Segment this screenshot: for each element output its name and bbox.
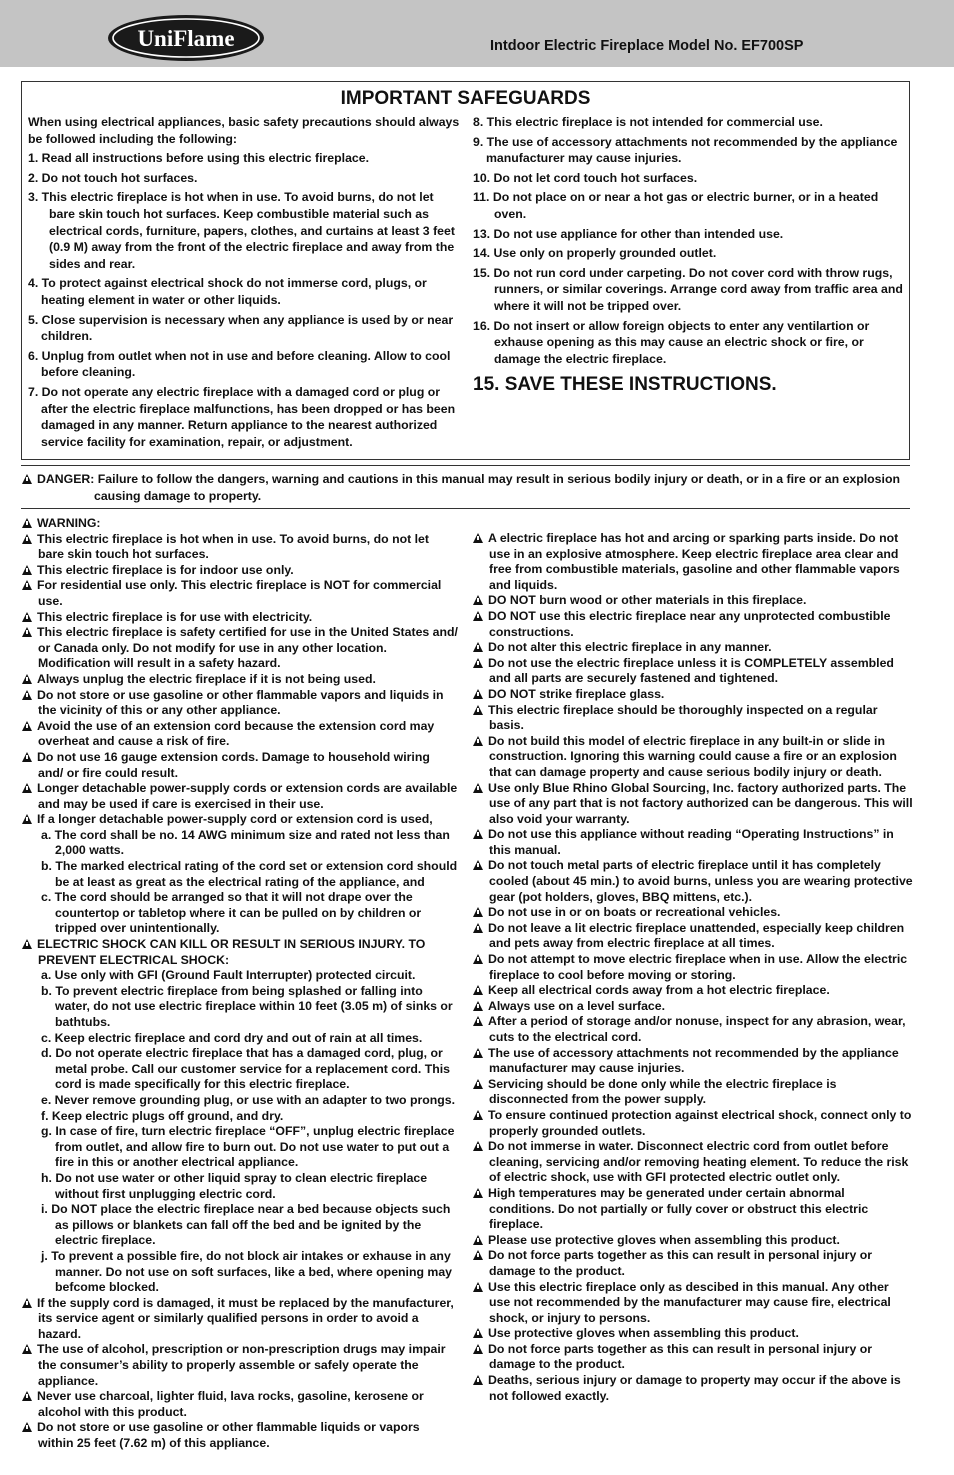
warning-triangle-icon	[473, 985, 483, 995]
safeguard-item: 1. Read all instructions before using this electric fireplace.	[28, 151, 369, 166]
warning-item	[22, 563, 458, 579]
warning-item	[473, 983, 913, 999]
warning-triangle-icon	[22, 939, 32, 949]
warning-triangle-icon	[22, 674, 32, 684]
header-bar	[0, 0, 954, 67]
warning-text: Never use charcoal, lighter fluid, lava rocks, gasoline, kerosene or alcohol with this product.	[37, 1389, 424, 1419]
warning-item	[473, 531, 913, 593]
warning-triangle-icon	[473, 954, 483, 964]
warning-item	[22, 516, 458, 532]
warning-item	[22, 688, 458, 719]
safeguard-item: 11. Do not place on or near a hot gas or electric burner, or in a heated oven.	[473, 190, 879, 221]
warning-text: e. Never remove grounding plug, or use with an adapter to two prongs.	[41, 1092, 456, 1107]
warning-subitem	[22, 890, 458, 937]
warning-subitem	[22, 1046, 458, 1093]
model-title: Intdoor Electric Fireplace Model No. EF700SP	[490, 38, 804, 54]
warning-subitem	[22, 1093, 458, 1109]
warning-triangle-icon	[473, 1016, 483, 1026]
warning-item	[473, 734, 913, 781]
safeguard-item: 9. The use of accessory attachments not recommended by the appliance manufacturer may cause injuries.	[473, 134, 898, 166]
warning-item	[473, 1186, 913, 1233]
warning-item	[22, 1342, 458, 1389]
safeguard-item: 14. Use only on properly grounded outlet.	[473, 246, 717, 261]
warning-triangle-icon	[22, 814, 32, 824]
warning-text: Do not leave a lit electric fireplace unattended, especially keep children and pets away from electric fireplace at all times.	[488, 920, 905, 951]
warning-triangle-icon	[473, 689, 483, 699]
warning-text: Use this electric fireplace only as descibed in this manual. Any other use not recommended by the manufacturer may cause fire, electrical shock, or injury to persons.	[488, 1279, 891, 1325]
warning-text: A electric fireplace has hot and arcing or sparking parts inside. Do not use in an explosive atmosphere. Keep electric fireplace area clear and free from combustible materials, gasoline and other flammable vapors and liquids.	[488, 531, 900, 592]
important-safeguards-box	[21, 81, 910, 460]
warning-item	[473, 999, 913, 1015]
warning-item	[473, 1342, 913, 1373]
warning-triangle-icon	[473, 1344, 483, 1354]
warning-text: The use of alcohol, prescription or non-prescription drugs may impair the consumer’s ability to properly assemble or safely operate the appliance.	[37, 1342, 446, 1388]
warning-triangle-icon	[22, 518, 32, 528]
warning-item	[473, 1373, 913, 1404]
warning-triangle-icon	[22, 1391, 32, 1401]
warning-text: Do not force parts together as this can result in personal injury or damage to the product.	[488, 1248, 873, 1278]
safeguard-item: 3. This electric fireplace is hot when in use. To avoid burns, do not let bare skin touch hot surfaces. Keep combustible material such as electrical cords, furniture, papers, clothes, and curtains at least 3 feet (0.9 M) away from the front of the electric fireplace and away from the sides and rear.	[28, 190, 455, 271]
safeguard-item: 5. Close supervision is necessary when any appliance is used by or near children.	[28, 312, 454, 344]
warnings-left-column	[22, 516, 458, 1452]
warning-item	[473, 1014, 913, 1045]
warning-text: This electric fireplace is safety certified for use in the United States and/ or Canada only. Do not modify for use in any other location. Modification will result in a safety hazard.	[37, 625, 458, 671]
warning-text: Use protective gloves when assembling this product.	[488, 1326, 799, 1341]
warning-text: This electric fireplace is hot when in use. To avoid burns, do not let bare skin touch hot surfaces.	[37, 531, 429, 562]
warning-triangle-icon	[22, 1422, 32, 1432]
warning-text: c. The cord should be arranged so that it will not drape over the countertop or tabletop where it can be pulled on by children or tripped over unintentionally.	[41, 890, 422, 936]
warning-text: WARNING:	[37, 516, 101, 530]
warning-text: To ensure continued protection against electrical shock, connect only to properly grounded outlets.	[488, 1107, 912, 1138]
warning-triangle-icon	[22, 752, 32, 762]
warning-item	[473, 1046, 913, 1077]
warning-triangle-icon	[473, 1282, 483, 1292]
warning-text: Always unplug the electric fireplace if it is not being used.	[37, 671, 376, 686]
warning-item	[473, 1326, 913, 1342]
warning-text: DO NOT strike fireplace glass.	[488, 686, 665, 701]
warning-item	[22, 719, 458, 750]
warning-item	[473, 921, 913, 952]
warning-text: d. Do not operate electric fireplace that has a damaged cord, plug, or metal probe. Call our customer service for a replacement cord. This cord is made specifically for this electric fireplace.	[41, 1046, 450, 1092]
safeguard-item: 10. Do not let cord touch hot surfaces.	[473, 170, 698, 185]
warning-triangle-icon	[22, 1344, 32, 1354]
warning-item	[473, 1108, 913, 1139]
warning-item	[473, 593, 913, 609]
warning-text: Do not attempt to move electric fireplace when in use. Allow the electric fireplace to cool before moving or storing.	[488, 952, 908, 982]
warning-item	[473, 1248, 913, 1279]
safeguards-left-column	[28, 114, 460, 453]
warning-text: For residential use only. This electric fireplace is NOT for commercial use.	[37, 578, 442, 608]
warning-triangle-icon	[473, 783, 483, 793]
warning-triangle-icon	[22, 580, 32, 590]
warning-text: This electric fireplace is for use with electricity.	[37, 609, 313, 624]
warning-subitem	[22, 1202, 458, 1249]
warning-item	[473, 952, 913, 983]
warning-subitem	[22, 1109, 458, 1125]
warning-triangle-icon	[473, 533, 483, 543]
warning-text: Do not use 16 gauge extension cords. Damage to household wiring and/ or fire could result.	[37, 749, 430, 780]
warning-subitem	[22, 828, 458, 859]
warning-item	[473, 1139, 913, 1186]
warning-text: Deaths, serious injury or damage to property may occur if the above is not followed exactly.	[488, 1373, 901, 1403]
warning-text: Do not immerse in water. Disconnect electric cord from outlet before cleaning, servicing and/or removing heating element. To reduce the risk of electric shock, use with GFI protected electric outlet only.	[488, 1139, 909, 1185]
warning-triangle-icon	[473, 705, 483, 715]
warning-text: The use of accessory attachments not recommended by the appliance manufacturer may cause injuries.	[488, 1045, 899, 1076]
warning-item	[473, 703, 913, 734]
warning-text: Please use protective gloves when assembling this product.	[488, 1232, 840, 1247]
warning-item	[22, 1296, 458, 1343]
warning-text: Do not store or use gasoline or other flammable liquids or vapors within 25 feet (7.62 m) of this appliance.	[37, 1420, 420, 1451]
warning-item	[473, 640, 913, 656]
warning-item	[22, 750, 458, 781]
warning-item	[22, 1389, 458, 1420]
uniflame-logo	[107, 14, 265, 62]
warning-text: f. Keep electric plugs off ground, and dry.	[41, 1108, 284, 1123]
warning-text: If a longer detachable power-supply cord or extension cord is used,	[37, 812, 433, 827]
warnings-right-column	[473, 531, 913, 1404]
warning-text: Do not alter this electric fireplace in any manner.	[488, 640, 772, 655]
safeguard-item: 15. Do not run cord under carpeting. Do not cover cord with throw rugs, runners, or similar coverings. Arrange cord away from traffic area and where it will not be tripped over.	[473, 265, 903, 313]
safeguards-intro: When using electrical appliances, basic safety precautions should always be followed including the following:	[28, 115, 460, 146]
warning-triangle-icon	[473, 736, 483, 746]
warning-text: This electric fireplace is for indoor use only.	[37, 562, 294, 577]
warning-triangle-icon	[22, 1298, 32, 1308]
warning-item	[473, 1233, 913, 1249]
warning-item	[473, 609, 913, 640]
warning-triangle-icon	[22, 534, 32, 544]
warning-subitem	[22, 859, 458, 890]
warning-triangle-icon	[22, 565, 32, 575]
warning-subitem	[22, 1249, 458, 1296]
warning-text: h. Do not use water or other liquid spray to clean electric fireplace without first unplugging electric cord.	[41, 1170, 428, 1201]
warning-text: Always use on a level surface.	[488, 998, 666, 1013]
warning-text: a. The cord shall be no. 14 AWG minimum size and rated not less than 2,000 watts.	[41, 827, 450, 858]
save-instructions-heading: 15. SAVE THESE INSTRUCTIONS.	[473, 374, 777, 396]
warning-item	[22, 610, 458, 626]
warning-triangle-icon	[473, 907, 483, 917]
warning-item	[473, 1280, 913, 1327]
warning-triangle-icon	[22, 627, 32, 637]
warning-triangle-icon	[22, 783, 32, 793]
warning-text: DO NOT burn wood or other materials in this fireplace.	[488, 593, 807, 608]
warning-item	[22, 672, 458, 688]
warning-text: c. Keep electric fireplace and cord dry and out of rain at all times.	[41, 1030, 423, 1045]
warning-subitem	[22, 984, 458, 1031]
warning-text: b. To prevent electric fireplace from being splashed or falling into water, do not use electric fireplace within 10 feet (3.05 m) of sinks or bathtubs.	[41, 983, 453, 1029]
warning-triangle-icon	[473, 1375, 483, 1385]
warning-text: After a period of storage and/or nonuse, inspect for any abrasion, wear, cuts to the electrical cord.	[488, 1014, 906, 1044]
warning-text: Servicing should be done only while the electric fireplace is disconnected from the power supply.	[488, 1076, 837, 1107]
safeguard-item: 6. Unplug from outlet when not in use and before cleaning. Allow to cool before cleaning.	[28, 348, 451, 380]
warning-triangle-icon	[473, 1079, 483, 1089]
safeguard-item: 13. Do not use appliance for other than intended use.	[473, 226, 784, 241]
warning-item	[473, 687, 913, 703]
warning-item	[22, 625, 458, 672]
warning-triangle-icon	[22, 721, 32, 731]
warning-subitem	[22, 1171, 458, 1202]
warning-item	[473, 1077, 913, 1108]
warning-triangle-icon	[22, 612, 32, 622]
danger-notice	[22, 471, 910, 504]
warning-subitem	[22, 968, 458, 984]
danger-text-cont: causing damage to property.	[94, 488, 262, 503]
danger-text: DANGER: Failure to follow the dangers, warning and cautions in this manual may result in serious bodily injury or death, or in a fire or an explosion	[37, 472, 900, 486]
warning-triangle-icon	[473, 1188, 483, 1198]
warning-triangle-icon	[473, 829, 483, 839]
warning-triangle-icon	[473, 595, 483, 605]
warning-text: a. Use only with GFI (Ground Fault Interrupter) protected circuit.	[41, 968, 416, 983]
warning-triangle-icon	[22, 474, 32, 484]
warning-triangle-icon	[473, 658, 483, 668]
warning-item	[22, 532, 458, 563]
warning-triangle-icon	[473, 1048, 483, 1058]
warning-text: Do not build this model of electric fireplace in any built-in or slide in construction. Ignoring this warning could cause a fire or an explosion that can damage property and cause serious bodily injury or death.	[488, 733, 897, 779]
divider	[21, 465, 910, 466]
svg-text:UniFlame: UniFlame	[137, 26, 235, 51]
safeguard-item: 7. Do not operate any electric fireplace with a damaged cord or plug or after the electric fireplace malfunctions, has been dropped or has been damaged in any manner. Return appliance to the nearest authorized service facility for examination, repair, or adjustment.	[28, 384, 456, 449]
warning-triangle-icon	[473, 1250, 483, 1260]
warning-text: High temperatures may be generated under certain abnormal conditions. Do not partially or fully cover or obstruct this electric fireplace.	[488, 1185, 869, 1232]
warning-text: Do not touch metal parts of electric fireplace until it has completely cooled (about 45 min.) to avoid burns, unless you are wearing protective gear (pot holders, gloves, BBQ mittens, etc.).	[488, 858, 913, 904]
warning-item	[473, 827, 913, 858]
warning-text: Do not force parts together as this can result in personal injury or damage to the product.	[488, 1341, 873, 1372]
warning-text: Keep all electrical cords away from a hot electric fireplace.	[488, 983, 830, 998]
warning-triangle-icon	[473, 611, 483, 621]
warning-triangle-icon	[473, 1001, 483, 1011]
warning-triangle-icon	[473, 1141, 483, 1151]
warning-item	[473, 905, 913, 921]
safeguard-item: 4. To protect against electrical shock do not immerse cord, plugs, or heating element in water or other liquids.	[28, 276, 427, 307]
warning-subitem	[22, 1031, 458, 1047]
warning-triangle-icon	[473, 642, 483, 652]
safeguard-item: 2. Do not touch hot surfaces.	[28, 170, 198, 185]
warning-item	[473, 656, 913, 687]
warning-item	[22, 578, 458, 609]
warning-text: b. The marked electrical rating of the cord set or extension cord should be at least as great as the electrical rating of the appliance, and	[41, 859, 458, 889]
warning-item	[22, 781, 458, 812]
warning-triangle-icon	[473, 1328, 483, 1338]
warning-item	[473, 781, 913, 828]
warning-text: i. Do NOT place the electric fireplace near a bed because objects such as pillows or blankets can fall off the bed and be ignited by the electric fireplace.	[41, 1202, 451, 1248]
warning-text: Use only Blue Rhino Global Sourcing, Inc. factory authorized parts. The use of any part that is not factory authorized can be dangerous. This will also void your warranty.	[488, 780, 913, 826]
warning-text: Do not use in or on boats or recreational vehicles.	[488, 905, 781, 920]
warning-item	[22, 1420, 458, 1451]
warning-triangle-icon	[473, 1110, 483, 1120]
warning-item	[22, 937, 458, 968]
safeguards-title: IMPORTANT SAFEGUARDS	[340, 88, 591, 109]
safeguard-item: 8. This electric fireplace is not intended for commercial use.	[473, 115, 823, 129]
warning-text: If the supply cord is damaged, it must be replaced by the manufacturer, its service agent or similarly qualified persons in order to avoid a hazard.	[37, 1295, 454, 1341]
safeguard-item: 16. Do not insert or allow foreign objects to enter any ventilartion or exhause opening as this may cause an electric shock or fire, or damage the electric fireplace.	[473, 318, 870, 366]
warning-text: j. To prevent a possible fire, do not block air intakes or exhause in any manner. Do not use on soft surfaces, like a bed, where opening may befcome blocked.	[41, 1248, 453, 1295]
warning-triangle-icon	[473, 923, 483, 933]
warning-text: Do not use the electric fireplace unless it is COMPLETELY assembled and all parts are securely fastened and tightened.	[488, 655, 894, 686]
warning-text: g. In case of fire, turn electric fireplace “OFF”, unplug electric fireplace from outlet, and allow fire to burn out. Do not use water to put out a fire in this or another electrical appliance.	[41, 1124, 455, 1170]
warning-item	[22, 812, 458, 828]
warning-text: DO NOT use this electric fireplace near any unprotected combustible constructions.	[488, 608, 891, 639]
warning-text: Avoid the use of an extension cord because the extension cord may overheat and cause a risk of fire.	[37, 718, 435, 749]
warning-triangle-icon	[473, 1235, 483, 1245]
warning-triangle-icon	[22, 690, 32, 700]
safeguards-right-column	[473, 114, 905, 400]
divider	[21, 508, 910, 509]
warning-item	[473, 858, 913, 905]
warning-subitem	[22, 1124, 458, 1171]
warning-text: This electric fireplace should be thoroughly inspected on a regular basis.	[488, 702, 878, 733]
warning-text: Longer detachable power-supply cords or extension cords are available and may be used if care is exercised in their use.	[37, 781, 458, 811]
warning-text: Do not store or use gasoline or other flammable vapors and liquids in the vicinity of this or any other appliance.	[37, 687, 444, 718]
warning-triangle-icon	[473, 860, 483, 870]
warning-text: ELECTRIC SHOCK CAN KILL OR RESULT IN SERIOUS INJURY. TO PREVENT ELECTRICAL SHOCK:	[37, 937, 426, 967]
warning-text: Do not use this appliance without reading “Operating Instructions” in this manual.	[488, 827, 894, 857]
